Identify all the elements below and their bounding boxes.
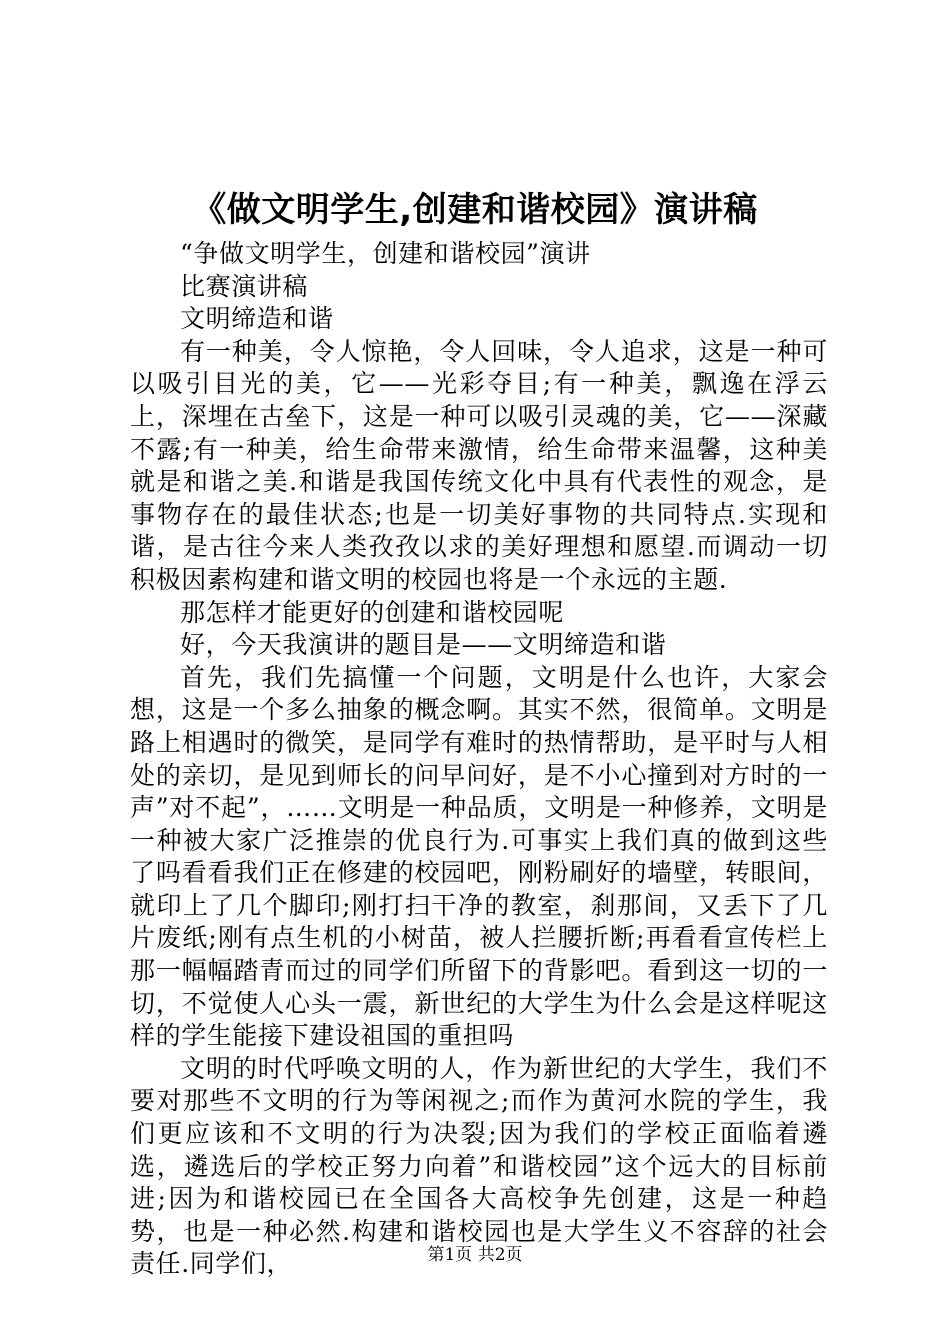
paragraph-question: 那怎样才能更好的创建和谐校园呢: [180, 597, 565, 627]
page-footer: 第1页 共2页: [427, 1245, 523, 1265]
paragraph-topic: 好，今天我演讲的题目是——文明缔造和谐: [180, 630, 667, 660]
paragraph-speech-heading-line-1: “争做文明学生，创建和谐校园”演讲: [180, 239, 591, 268]
paragraph-call-to-action: 文明的时代呼唤文明的人，作为新世纪的大学生，我们不要对那些不文明的行为等闲视之;而作为黄河水院的学生，我们更应该和不文明的行为决裂;因为我们的学校正面临着遴选，遴选后的学校正努力向着”和谐校园”这个远大的目标前进;因为和谐校园已在全国各大高校争先创建，这是一种趋势，也是一种必然.构建和谐校园也是大学生义不容辞的社会责任.同学们，: [130, 1053, 828, 1279]
paragraph-speech-heading-line-2: 比赛演讲稿: [180, 271, 309, 301]
document-title: 《做文明学生,创建和谐校园》演讲稿: [192, 190, 758, 230]
paragraph-speech-subtitle: 文明缔造和谐: [180, 304, 334, 334]
paragraph-intro: 有一种美，令人惊艳，令人回味，令人追求，这是一种可以吸引目光的美，它——光彩夺目;有一种美，飘逸在浮云上，深埋在古垒下，这是一种可以吸引灵魂的美，它——深藏不露;有一种美，给生命带来激情，给生命带来温馨，这种美就是和谐之美.和谐是我国传统文化中具有代表性的观念，是事物存在的最佳状态;也是一切美好事物的共同特点.实现和谐，是古往今来人类孜孜以求的美好理想和愿望.而调动一切积极因素构建和谐文明的校园也将是一个永远的主题.: [130, 336, 828, 594]
paragraph-first-point: 首先，我们先搞懂一个问题，文明是什么也许，大家会想，这是一个多么抽象的概念啊。其实不然，很简单。文明是路上相遇时的微笑，是同学有难时的热情帮助，是平时与人相处的亲切，是见到师长的问早问好，是不小心撞到对方时的一声”对不起”，……文明是一种品质，文明是一种修养，文明是一种被大家广泛推崇的优良行为.可事实上我们真的做到这些了吗看看我们正在修建的校园吧，刚粉刷好的墙壁，转眼间，就印上了几个脚印;刚打扫干净的教室，刹那间，又丢下了几片废纸;刚有点生机的小树苗，被人拦腰折断;再看看宣传栏上那一幅幅踏青而过的同学们所留下的背影吧。看到这一切的一切，不觉使人心头一震，新世纪的大学生为什么会是这样呢这样的学生能接下建设祖国的重担吗: [130, 662, 828, 1051]
document-body: [130, 238, 828, 1281]
